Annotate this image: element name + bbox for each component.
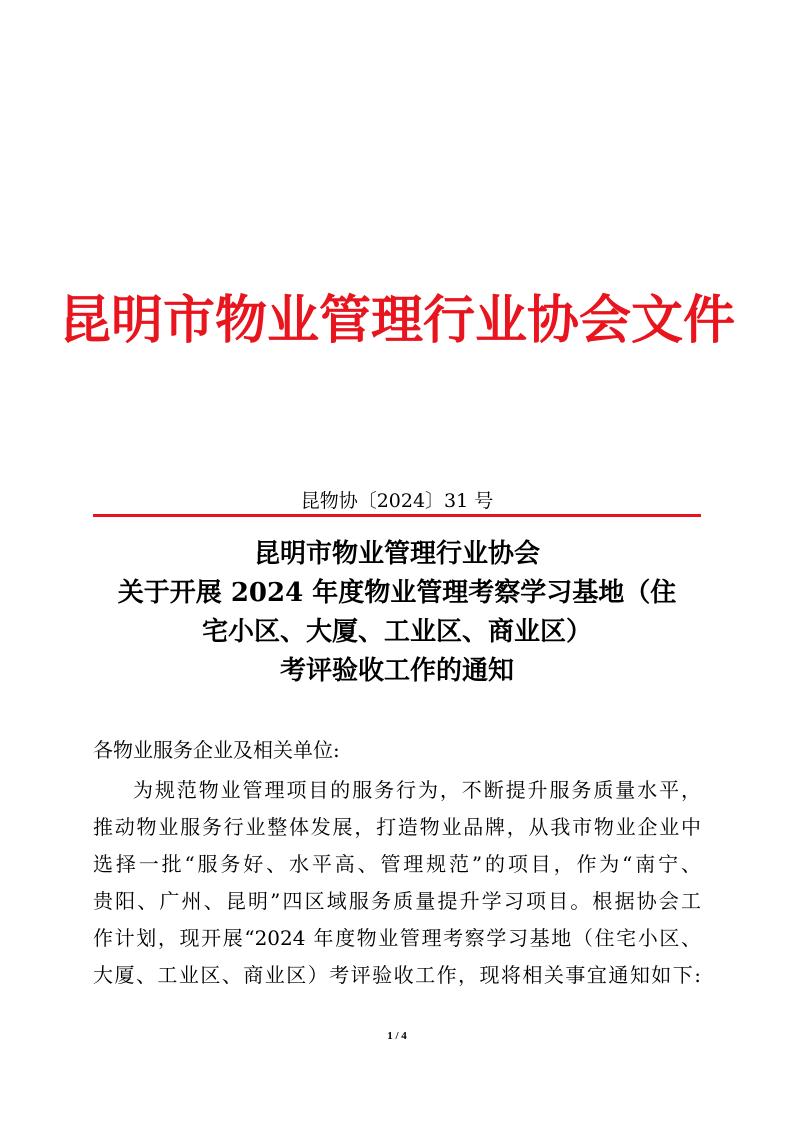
title-line: 关于开展 2024 年度物业管理考察学习基地（住 [117,578,677,608]
body-line: 推动物业服务行业整体发展，打造物业品牌，从我市物业企业中 [93,815,701,839]
title-line: 昆明市物业管理行业协会 [253,539,540,569]
body-line: 贵阳、广州、昆明”四区域服务质量提升学习项目。根据协会工 [93,889,701,913]
body-paragraph [93,772,701,994]
title-line: 宅小区、大厦、工业区、商业区） [201,617,592,647]
red-divider-rule [93,514,701,517]
document-number: 昆物协〔2024〕31 号 [300,490,494,512]
body-line: 作计划，现开展“2024 年度物业管理考察学习基地（住宅小区、 [93,926,701,950]
masthead-title: 昆明市物业管理行业协会文件 [58,290,735,351]
notice-title [93,535,701,691]
body-line: 选择一批“服务好、水平高、管理规范”的项目，作为“南宁、 [93,852,701,876]
body-line: 为规范物业管理项目的服务行为，不断提升服务质量水平， [133,778,701,802]
page-number: 1 / 4 [387,1030,407,1042]
title-line: 考评验收工作的通知 [279,656,514,686]
body-line: 大厦、工业区、商业区）考评验收工作，现将相关事宜通知如下: [93,963,701,987]
salutation: 各物业服务企业及相关单位: [93,738,340,762]
